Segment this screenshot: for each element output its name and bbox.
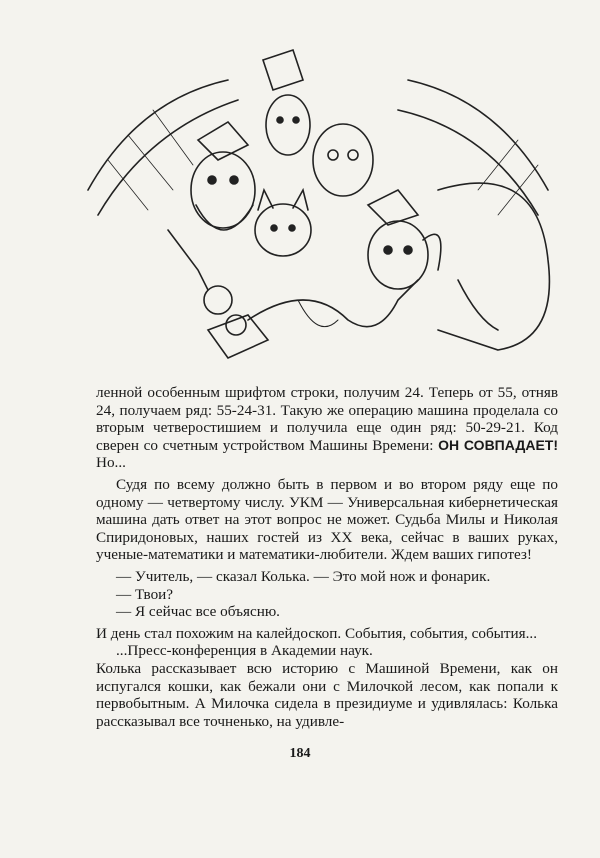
paragraph-2: Судя по всему должно быть в первом и во втором ряду еще по одному — четвертому числу. УКМ — Универсальная кибернетическая машина дать ответ на этот вопрос не может. Судьба Милы и Николая Спиридоновых, наших гостей из XX века, сейчас в ваших руках, ученые-математики и математики-любители. Ждем ваших гипотез! <box>96 475 558 564</box>
cartoon-drawing <box>78 40 568 385</box>
dialogue-line: — Твои? <box>116 585 174 603</box>
body-text <box>96 384 558 730</box>
page-number: 184 <box>289 746 311 761</box>
paragraph-5: Колька рассказывает всю историю с Машиной Времени, как он испугался кошки, как бежали они с Милочкой лесом, как попали к первобытным. А Милочка сидела в президиуме и удивлялась: Колька рассказывал все точненько, на удивле- <box>96 659 558 730</box>
illustration <box>78 40 568 385</box>
paragraph-3: И день стал похожим на калейдоскоп. События, события, события... <box>96 624 538 642</box>
dialogue-line: — Я сейчас все объясню. <box>116 603 280 621</box>
dialogue-line: — Учитель, — сказал Колька. — Это мой нож и фонарик. <box>116 567 491 585</box>
paragraph-4: ...Пресс-конференция в Академии наук. <box>116 642 373 660</box>
paragraph-1: ленной особенным шрифтом строки, получим 24. Теперь от 55, отняв 24, получаем ряд: 55-24-31. Такую же операцию машина проделала со вторым четверостишием и получила еще один ряд: 50-29-21. Код сверен со счетным устройством Машины Времени: ОН СОВПАДАЕТ! Но... <box>96 384 559 472</box>
bold-phrase: ОН СОВПАДАЕТ! <box>438 436 559 453</box>
